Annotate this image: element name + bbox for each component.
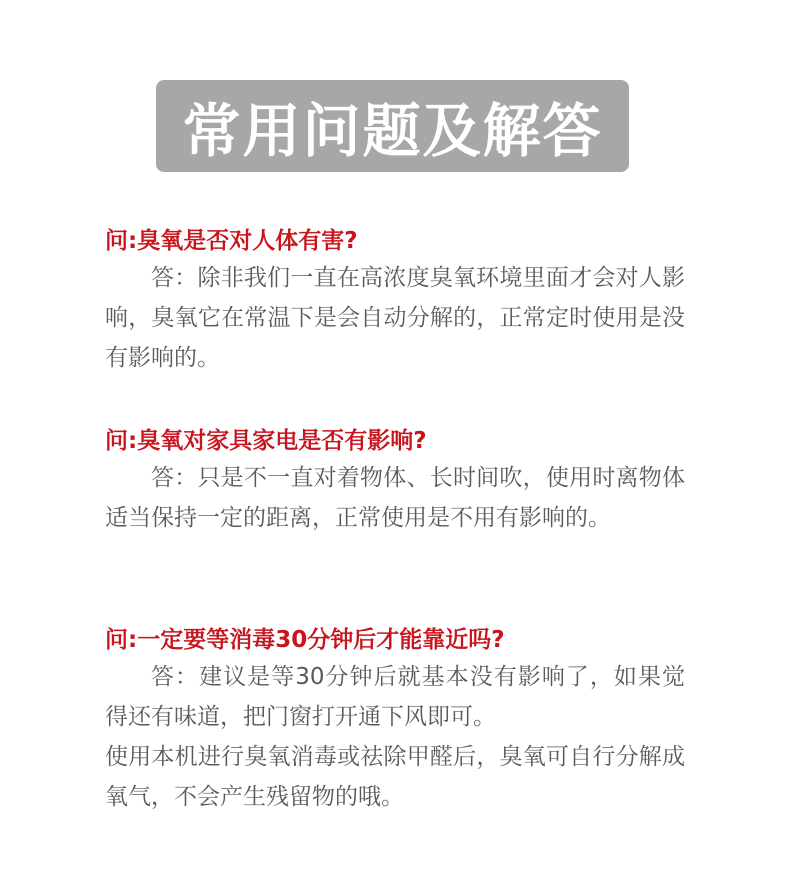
faq-answer: 答：除非我们一直在高浓度臭氧环境里面才会对人影响，臭氧它在常温下是会自动分解的，正常定时使用是没有影响的。 [105,265,685,371]
faq-answer-extra: 使用本机进行臭氧消毒或祛除甲醛后，臭氧可自行分解成氧气，不会产生残留物的哦。 [105,744,685,810]
faq-question: 问:一定要等消毒30分钟后才能靠近吗? [105,627,505,653]
faq-item [105,224,685,378]
faq-answer-main: 答：建议是等30分钟后就基本没有影响了，如果觉得还有味道，把门窗打开通下风即可。 [105,664,685,730]
faq-question: 问:臭氧对家具家电是否有影响? [105,428,427,454]
faq-item [105,424,685,538]
faq-question: 问:臭氧是否对人体有害? [105,228,358,254]
faq-answer [105,657,685,817]
faq-item [105,623,685,817]
title-badge [156,80,629,172]
page-title: 常用问题及解答 [182,97,603,165]
faq-answer: 答：只是不一直对着物体、长时间吹，使用时离物体适当保持一定的距离，正常使用是不用有影响的。 [105,465,685,531]
